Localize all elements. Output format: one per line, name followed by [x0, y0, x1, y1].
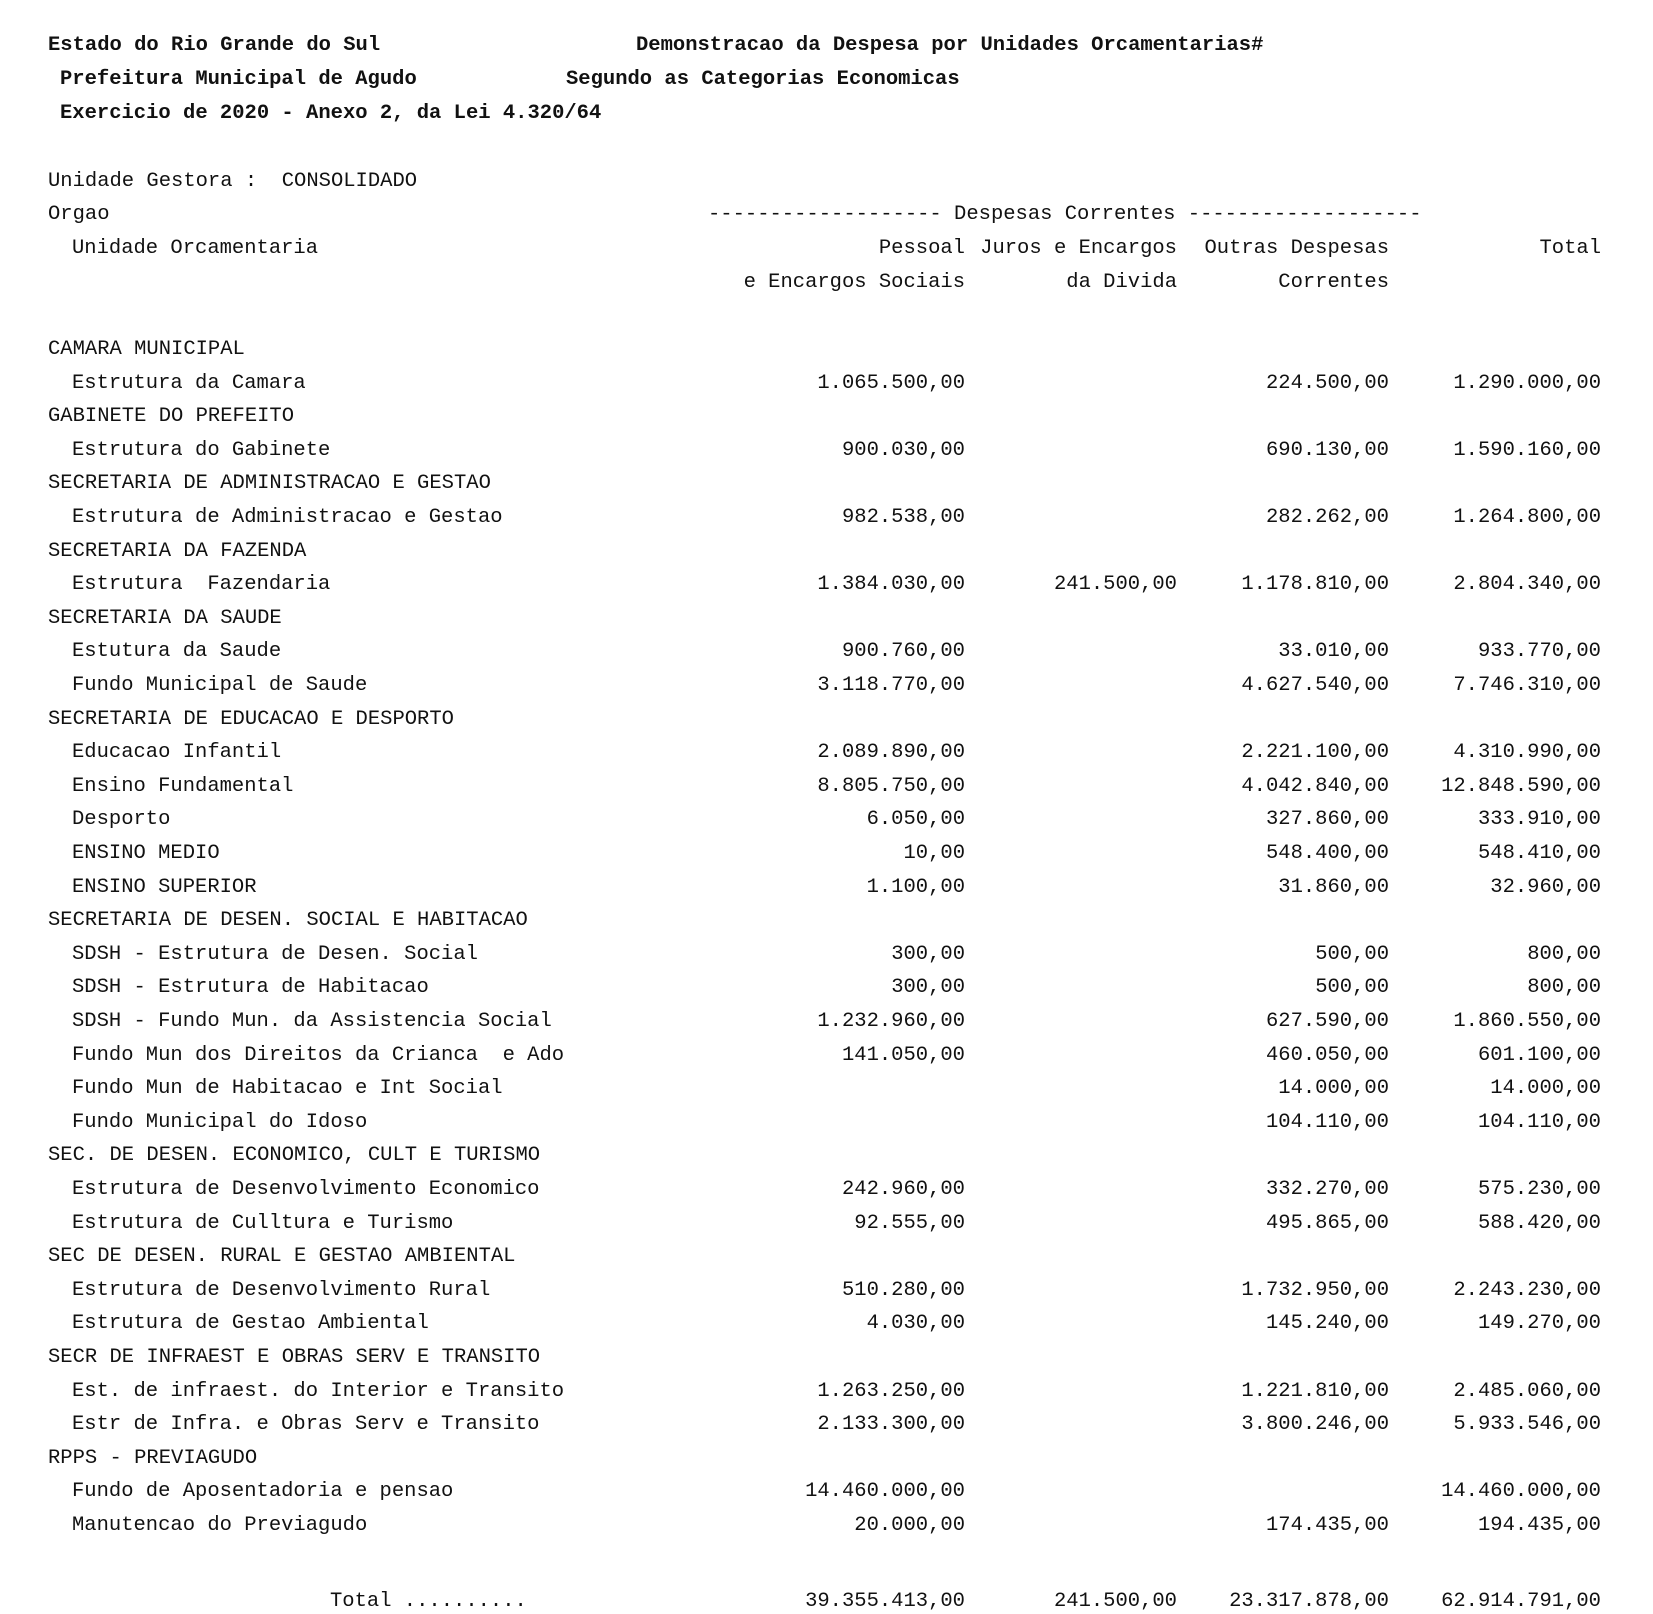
pessoal-value: 8.805.750,00 [817, 775, 965, 798]
pessoal-value: 900.030,00 [841, 439, 965, 462]
outras-value: 174.435,00 [1265, 1514, 1389, 1537]
unidade-orcamentaria-label: Unidade Orcamentaria [72, 237, 319, 260]
total-value: 800,00 [1527, 976, 1601, 999]
orgao-name: SEC DE DESEN. RURAL E GESTAO AMBIENTAL [48, 1245, 516, 1268]
unidade-name: Estutura da Saude [72, 640, 282, 663]
total-value: 2.804.340,00 [1453, 573, 1601, 596]
pessoal-value: 6.050,00 [866, 808, 965, 831]
unidade-name: Desporto [72, 808, 171, 831]
report-title: Demonstracao da Despesa por Unidades Orcamentarias# [636, 34, 1264, 57]
unidade-name: Fundo Municipal de Saude [72, 674, 368, 697]
total-value: 7.746.310,00 [1453, 674, 1601, 697]
total-value: 1.590.160,00 [1453, 439, 1601, 462]
unidade-name: Ensino Fundamental [72, 775, 294, 798]
pessoal-value: 900.760,00 [841, 640, 965, 663]
total-value: 194.435,00 [1477, 1514, 1601, 1537]
pessoal-value: 1.100,00 [866, 876, 965, 899]
total-value: 12.848.590,00 [1441, 775, 1601, 798]
unidade-name: Fundo Mun dos Direitos da Crianca e Ado [72, 1044, 565, 1067]
pessoal-value: 3.118.770,00 [817, 674, 965, 697]
outras-value: 282.262,00 [1265, 506, 1389, 529]
unidade-name: Fundo de Aposentadoria e pensao [72, 1480, 454, 1503]
total-value: 933.770,00 [1477, 640, 1601, 663]
despesas-correntes-group-header: ------------------- Despesas Correntes ------------------- [708, 203, 1422, 226]
col-outras-header-2: Correntes [1278, 271, 1389, 294]
total-value: 14.460.000,00 [1441, 1480, 1601, 1503]
unidade-name: SDSH - Estrutura de Habitacao [72, 976, 429, 999]
orgao-name: SECRETARIA DE EDUCACAO E DESPORTO [48, 708, 454, 731]
outras-value: 327.860,00 [1265, 808, 1389, 831]
unidade-name: Educacao Infantil [72, 741, 282, 764]
total-value: 2.243.230,00 [1453, 1279, 1601, 1302]
total-label: Total .......... [330, 1590, 527, 1613]
outras-value: 33.010,00 [1278, 640, 1389, 663]
total-value: 588.420,00 [1477, 1212, 1601, 1235]
orgao-name: SECRETARIA DA SAUDE [48, 607, 282, 630]
outras-value: 460.050,00 [1265, 1044, 1389, 1067]
pessoal-value: 92.555,00 [854, 1212, 965, 1235]
unidade-name: Estrutura do Gabinete [72, 439, 331, 462]
col-juros-header-1: Juros e Encargos [980, 237, 1177, 260]
col-outras-header-1: Outras Despesas [1204, 237, 1389, 260]
total-value: 548.410,00 [1477, 842, 1601, 865]
pessoal-value: 300,00 [891, 943, 965, 966]
outras-value: 548.400,00 [1265, 842, 1389, 865]
pessoal-value: 20.000,00 [854, 1514, 965, 1537]
juros-value: 241.500,00 [1053, 573, 1177, 596]
outras-value: 1.178.810,00 [1241, 573, 1389, 596]
unidade-name: Est. de infraest. do Interior e Transito [72, 1380, 565, 1403]
orgao-name: SECRETARIA DA FAZENDA [48, 540, 307, 563]
total-geral: 62.914.791,00 [1441, 1590, 1601, 1613]
outras-value: 104.110,00 [1265, 1111, 1389, 1134]
pessoal-value: 2.133.300,00 [817, 1413, 965, 1436]
unidade-name: SDSH - Estrutura de Desen. Social [72, 943, 478, 966]
orgao-name: SECR DE INFRAEST E OBRAS SERV E TRANSITO [48, 1346, 541, 1369]
unidade-name: Fundo Municipal do Idoso [72, 1111, 368, 1134]
outras-value: 145.240,00 [1265, 1312, 1389, 1335]
municipality-name: Prefeitura Municipal de Agudo [60, 68, 417, 91]
pessoal-value: 982.538,00 [841, 506, 965, 529]
unidade-name: Estrutura de Desenvolvimento Rural [72, 1279, 491, 1302]
unidade-name: Estrutura de Gestao Ambiental [72, 1312, 429, 1335]
total-value: 4.310.990,00 [1453, 741, 1601, 764]
unidade-name: Estrutura de Desenvolvimento Economico [72, 1178, 540, 1201]
total-value: 5.933.546,00 [1453, 1413, 1601, 1436]
total-value: 1.290.000,00 [1453, 372, 1601, 395]
pessoal-value: 14.460.000,00 [805, 1480, 965, 1503]
orgao-name: RPPS - PREVIAGUDO [48, 1447, 258, 1470]
pessoal-value: 1.384.030,00 [817, 573, 965, 596]
pessoal-value: 1.232.960,00 [817, 1010, 965, 1033]
unidade-name: SDSH - Fundo Mun. da Assistencia Social [72, 1010, 552, 1033]
total-value: 575.230,00 [1477, 1178, 1601, 1201]
total-value: 333.910,00 [1477, 808, 1601, 831]
col-total-header: Total [1539, 237, 1601, 260]
unidade-gestora: Unidade Gestora : CONSOLIDADO [48, 170, 418, 193]
total-value: 14.000,00 [1490, 1077, 1601, 1100]
total-value: 1.860.550,00 [1453, 1010, 1601, 1033]
orgao-name: CAMARA MUNICIPAL [48, 338, 245, 361]
orgao-name: SEC. DE DESEN. ECONOMICO, CULT E TURISMO [48, 1144, 541, 1167]
total-value: 1.264.800,00 [1453, 506, 1601, 529]
total-value: 104.110,00 [1477, 1111, 1601, 1134]
total-value: 32.960,00 [1490, 876, 1601, 899]
outras-value: 224.500,00 [1265, 372, 1389, 395]
outras-value: 2.221.100,00 [1241, 741, 1389, 764]
pessoal-value: 4.030,00 [866, 1312, 965, 1335]
unidade-name: Estr de Infra. e Obras Serv e Transito [72, 1413, 540, 1436]
unidade-name: Estrutura de Culltura e Turismo [72, 1212, 454, 1235]
outras-value: 14.000,00 [1278, 1077, 1389, 1100]
pessoal-value: 1.065.500,00 [817, 372, 965, 395]
outras-value: 1.221.810,00 [1241, 1380, 1389, 1403]
orgao-name: SECRETARIA DE DESEN. SOCIAL E HABITACAO [48, 909, 528, 932]
pessoal-value: 10,00 [903, 842, 965, 865]
outras-value: 4.042.840,00 [1241, 775, 1389, 798]
unidade-name: ENSINO MEDIO [72, 842, 220, 865]
total-value: 601.100,00 [1477, 1044, 1601, 1067]
outras-value: 495.865,00 [1265, 1212, 1389, 1235]
total-juros: 241.500,00 [1053, 1590, 1177, 1613]
outras-value: 1.732.950,00 [1241, 1279, 1389, 1302]
outras-value: 690.130,00 [1265, 439, 1389, 462]
outras-value: 500,00 [1315, 943, 1389, 966]
total-outras: 23.317.878,00 [1229, 1590, 1389, 1613]
unidade-name: Estrutura Fazendaria [72, 573, 331, 596]
outras-value: 332.270,00 [1265, 1178, 1389, 1201]
exercise-info: Exercicio de 2020 - Anexo 2, da Lei 4.320/64 [60, 102, 602, 125]
outras-value: 4.627.540,00 [1241, 674, 1389, 697]
outras-value: 31.860,00 [1278, 876, 1389, 899]
unidade-name: Manutencao do Previagudo [72, 1514, 368, 1537]
pessoal-value: 1.263.250,00 [817, 1380, 965, 1403]
pessoal-value: 300,00 [891, 976, 965, 999]
unidade-name: Estrutura de Administracao e Gestao [72, 506, 503, 529]
unidade-name: Fundo Mun de Habitacao e Int Social [72, 1077, 503, 1100]
state-name: Estado do Rio Grande do Sul [48, 34, 381, 57]
unidade-name: Estrutura da Camara [72, 372, 306, 395]
orgao-name: SECRETARIA DE ADMINISTRACAO E GESTAO [48, 472, 491, 495]
total-pessoal: 39.355.413,00 [805, 1590, 965, 1613]
total-value: 800,00 [1527, 943, 1601, 966]
pessoal-value: 2.089.890,00 [817, 741, 965, 764]
col-pessoal-header-2: e Encargos Sociais [743, 271, 965, 294]
total-value: 149.270,00 [1477, 1312, 1601, 1335]
outras-value: 500,00 [1315, 976, 1389, 999]
outras-value: 627.590,00 [1265, 1010, 1389, 1033]
unidade-name: ENSINO SUPERIOR [72, 876, 257, 899]
orgao-label: Orgao [48, 203, 110, 226]
col-pessoal-header-1: Pessoal [878, 237, 965, 260]
pessoal-value: 510.280,00 [841, 1279, 965, 1302]
report-subtitle: Segundo as Categorias Economicas [566, 68, 960, 91]
pessoal-value: 242.960,00 [841, 1178, 965, 1201]
pessoal-value: 141.050,00 [841, 1044, 965, 1067]
col-juros-header-2: da Divida [1066, 271, 1177, 294]
total-value: 2.485.060,00 [1453, 1380, 1601, 1403]
outras-value: 3.800.246,00 [1241, 1413, 1389, 1436]
orgao-name: GABINETE DO PREFEITO [48, 405, 295, 428]
